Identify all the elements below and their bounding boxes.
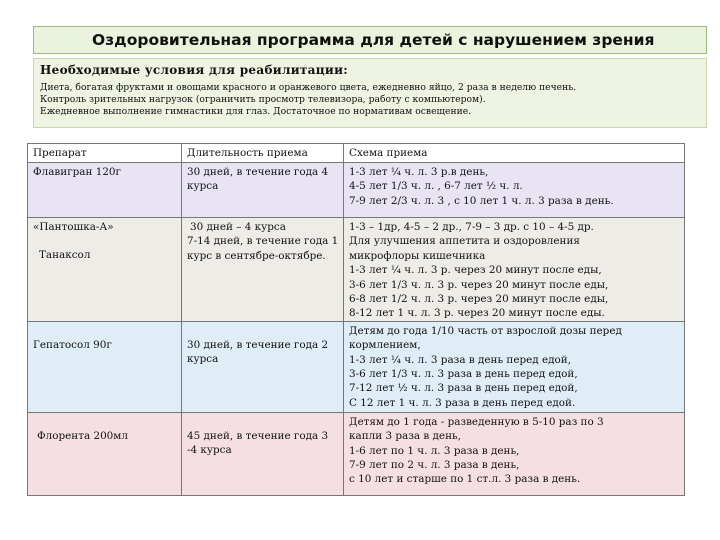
drug-name: «Пантошка-А»: [33, 221, 114, 233]
condition-line: Контроль зрительных нагрузок (ограничить просмотр телевизора, работу с компьютером).: [40, 94, 486, 105]
schedule-line: Детям до года 1/10 часть от взрослой дозы перед: [349, 324, 622, 337]
drug-name: Флорента 200мл: [37, 429, 128, 442]
table-header-row: [28, 144, 685, 163]
schedule-line: Для улучшения аппетита и оздоровления: [349, 235, 580, 248]
duration-cell: [182, 412, 344, 495]
schedule-line: Детям до 1 года - разведенную в 5-10 раз по 3: [349, 415, 604, 428]
drug-name: Флавигран 120г: [33, 166, 121, 178]
header-schedule: Схема приема: [344, 144, 685, 163]
schedule-line: 1-6 лет по 1 ч. л. 3 раза в день,: [349, 444, 520, 457]
drug-name: Танаксол: [39, 249, 91, 262]
schedule-line: 1-3 лет ¼ ч. л. 3 р.в день,: [349, 166, 489, 178]
schedule-line: с 10 лет и старше по 1 ст.л. 3 раза в день.: [349, 473, 581, 486]
table-row: [28, 321, 685, 412]
treatment-table: [27, 143, 685, 496]
condition-line: Диета, богатая фруктами и овощами красного и оранжевого цвета, ежедневно яйцо, 2 раза в неделю печень.: [40, 82, 577, 93]
duration-cell: [182, 163, 344, 218]
schedule-line: кормлением,: [349, 339, 421, 352]
drug-name: Гепатосол 90г: [33, 338, 112, 351]
conditions-heading: Необходимые условия для реабилитации:: [40, 63, 349, 77]
schedule-line: 1-3 лет ¼ ч. л. 3 р. через 20 минут после еды,: [349, 264, 602, 277]
schedule-line: 7-9 лет 2/3 ч. л. 3 , с 10 лет 1 ч. л. 3 раза в день.: [349, 194, 614, 207]
table-row: [28, 412, 685, 495]
duration-text: 7-14 дней, в течение года 1 курс в сентябре-октябре.: [187, 235, 339, 262]
drug-cell: [28, 218, 182, 322]
duration-text: 30 дней – 4 курса: [190, 221, 286, 233]
header-duration: Длительность приема: [182, 144, 344, 163]
duration-text: 30 дней, в течение года 2 курса: [187, 338, 329, 366]
schedule-line: С 12 лет 1 ч. л. 3 раза в день перед едой.: [349, 396, 576, 409]
schedule-line: 1-3 – 1др, 4-5 – 2 др., 7-9 – 3 др. с 10 – 4-5 др.: [349, 221, 594, 233]
schedule-cell: [344, 218, 685, 322]
header-drug: Препарат: [28, 144, 182, 163]
schedule-line: 7-12 лет ½ ч. л. 3 раза в день перед едой,: [349, 382, 578, 395]
schedule-line: 6-8 лет 1/2 ч. л. 3 р. через 20 минут после еды,: [349, 293, 609, 306]
schedule-line: 7-9 лет по 2 ч. л. 3 раза в день,: [349, 459, 520, 472]
schedule-cell: [344, 321, 685, 412]
schedule-line: 1-3 лет ¼ ч. л. 3 раза в день перед едой,: [349, 353, 572, 366]
schedule-line: 3-6 лет 1/3 ч. л. 3 раза в день перед едой,: [349, 368, 578, 381]
duration-text: 30 дней, в течение года 4 курса: [187, 166, 329, 193]
schedule-line: 4-5 лет 1/3 ч. л. , 6-7 лет ½ ч. л.: [349, 180, 523, 193]
duration-cell: [182, 321, 344, 412]
duration-text: 45 дней, в течение года 3 -4 курса: [187, 429, 329, 457]
schedule-line: капли 3 раза в день,: [349, 430, 461, 443]
duration-cell: [182, 218, 344, 322]
table-row: [28, 218, 685, 322]
drug-cell: [28, 412, 182, 495]
schedule-line: микрофлоры кишечника: [349, 249, 486, 262]
condition-line: Ежедневное выполнение гимнастики для глаз. Достаточное по нормативам освещение.: [40, 106, 472, 117]
schedule-cell: [344, 163, 685, 218]
conditions-panel: [33, 58, 707, 128]
schedule-line: 8-12 лет 1 ч. л. 3 р. через 20 минут после еды.: [349, 307, 605, 320]
table-row: [28, 163, 685, 218]
drug-cell: [28, 321, 182, 412]
schedule-line: 3-6 лет 1/3 ч. л. 3 р. через 20 минут после еды,: [349, 278, 609, 291]
schedule-cell: [344, 412, 685, 495]
page-title: Оздоровительная программа для детей с нарушением зрения: [33, 26, 707, 54]
drug-cell: [28, 163, 182, 218]
